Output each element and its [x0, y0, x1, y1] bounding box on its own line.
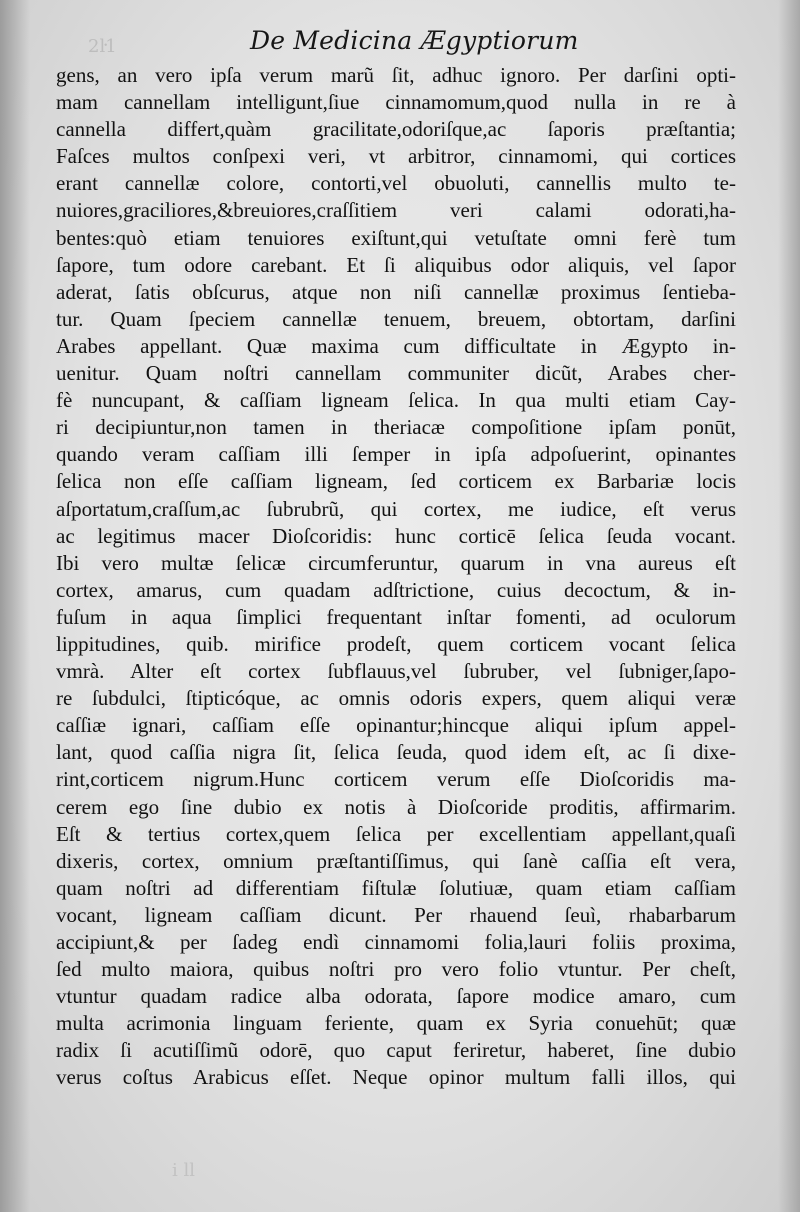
text-line: rint,corticem nigrum.Hunc corticem verum eſſe Dioſcoridis ma-	[56, 767, 736, 792]
text-line: Arabes appellant. Quæ maxima cum difficultate in Ægypto in-	[56, 333, 736, 358]
text-line: re ſubdulci, ſtipticóque, ac omnis odoris expers, quem aliqui veræ	[56, 686, 736, 711]
text-line: tur. Quam ſpeciem cannellæ tenuem, breuem, obtortam, darſini	[56, 306, 736, 331]
text-line: vmrà. Alter eſt cortex ſubflauus,vel ſubruber, vel ſubniger,ſapo-	[56, 659, 736, 684]
text-line: cortex, amarus, cum quadam adſtrictione, cuius decoctum, & in-	[56, 577, 736, 602]
text-line: dixeris, cortex, omnium præſtantiſſimus, qui ſanè caſſia eſt vera,	[56, 848, 736, 873]
text-line: lant, quod caſſia nigra ſit, ſelica ſeuda, quod idem eſt, ac ſi dixe-	[56, 740, 736, 765]
bleed-through-text: i ll	[172, 1160, 195, 1181]
text-line: lippitudines, quib. mirifice prodeſt, quem corticem vocant ſelica	[56, 631, 736, 656]
text-line: mam cannellam intelligunt,ſiue cinnamomum,quod nulla in re à	[56, 90, 736, 115]
text-line: uenitur. Quam noſtri cannellam communiter dicũt, Arabes cher-	[56, 361, 736, 386]
text-line: cerem ego ſine dubio ex notis à Dioſcoride proditis, affirmarim.	[56, 794, 736, 819]
text-line: bentes:quò etiam tenuiores exiſtunt,qui vetuſtate omni ferè tum	[56, 225, 736, 250]
text-line: Eſt & tertius cortex,quem ſelica per excellentiam appellant,quaſi	[56, 821, 736, 846]
text-line: fuſum in aqua ſimplici frequentant inſtar fomenti, ad oculorum	[56, 604, 736, 629]
text-line: Ibi vero multæ ſelicæ circumferuntur, quarum in vna aureus eſt	[56, 550, 736, 575]
text-line: quando veram caſſiam illi ſemper in ipſa adpoſuerint, opinantes	[56, 442, 736, 467]
text-line: ſapore, tum odore carebant. Et ſi aliquibus odor aliquis, vel ſapor	[56, 252, 736, 277]
text-line: cannella differt,quàm gracilitate,odoriſque,ac ſaporis præſtantia;	[56, 117, 736, 142]
text-line: fè nuncupant, & caſſiam ligneam ſelica. In qua multi etiam Cay-	[56, 388, 736, 413]
text-line: multa acrimonia linguam feriente, quam ex Syria conuehūt; quæ	[56, 1011, 736, 1036]
text-line: gens, an vero ipſa verum marũ ſit, adhuc ignoro. Per darſini opti-	[56, 63, 736, 87]
text-line: vocant, ligneam caſſiam dicunt. Per rhauend ſeuì, rhabarbarum	[56, 902, 736, 927]
text-line: aderat, ſatis obſcurus, atque non niſi cannellæ proximus ſentieba-	[56, 279, 736, 304]
text-line: ac legitimus macer Dioſcoridis: hunc corticē ſelica ſeuda vocant.	[56, 523, 736, 548]
text-line: ſed multo maiora, quibus noſtri pro vero folio vtuntur. Per cheſt,	[56, 957, 736, 982]
text-line: caſſiæ ignari, caſſiam eſſe opinantur;hincque aliqui ipſum appel-	[56, 713, 736, 738]
text-line: nuiores,graciliores,&breuiores,craſſitiem veri calami odorati,ha-	[56, 198, 736, 223]
text-line: quam noſtri ad differentiam fiſtulæ ſolutiuæ, quam etiam caſſiam	[56, 875, 736, 900]
text-line: Faſces multos conſpexi veri, vt arbitror, cinnamomi, qui cortices	[56, 144, 736, 169]
text-line: verus coſtus Arabicus eſſet. Neque opinor multum falli illos, qui	[56, 1065, 736, 1090]
text-line: radix ſi acutiſſimũ odorē, quo caput feriretur, haberet, ſine dubio	[56, 1038, 736, 1063]
running-head: De Medicina Ægyptiorum	[250, 26, 579, 55]
text-line: erant cannellæ colore, contorti,vel obuoluti, cannellis multo te-	[56, 171, 736, 196]
text-line: accipiunt,& per ſadeg endì cinnamomi folia,lauri foliis proxima,	[56, 930, 736, 954]
text-line: ri decipiuntur,non tamen in theriacæ compoſitione ipſam ponūt,	[56, 415, 736, 440]
page-number: 2ŀ1	[88, 36, 117, 57]
text-line: ſelica non eſſe caſſiam ligneam, ſed corticem ex Barbariæ locis	[56, 469, 736, 494]
body-text	[56, 62, 736, 1092]
text-line: vtuntur quadam radice alba odorata, ſapore modice amaro, cum	[56, 984, 736, 1009]
text-line: aſportatum,craſſum,ac ſubrubrũ, qui cortex, me iudice, eſt verus	[56, 496, 736, 521]
